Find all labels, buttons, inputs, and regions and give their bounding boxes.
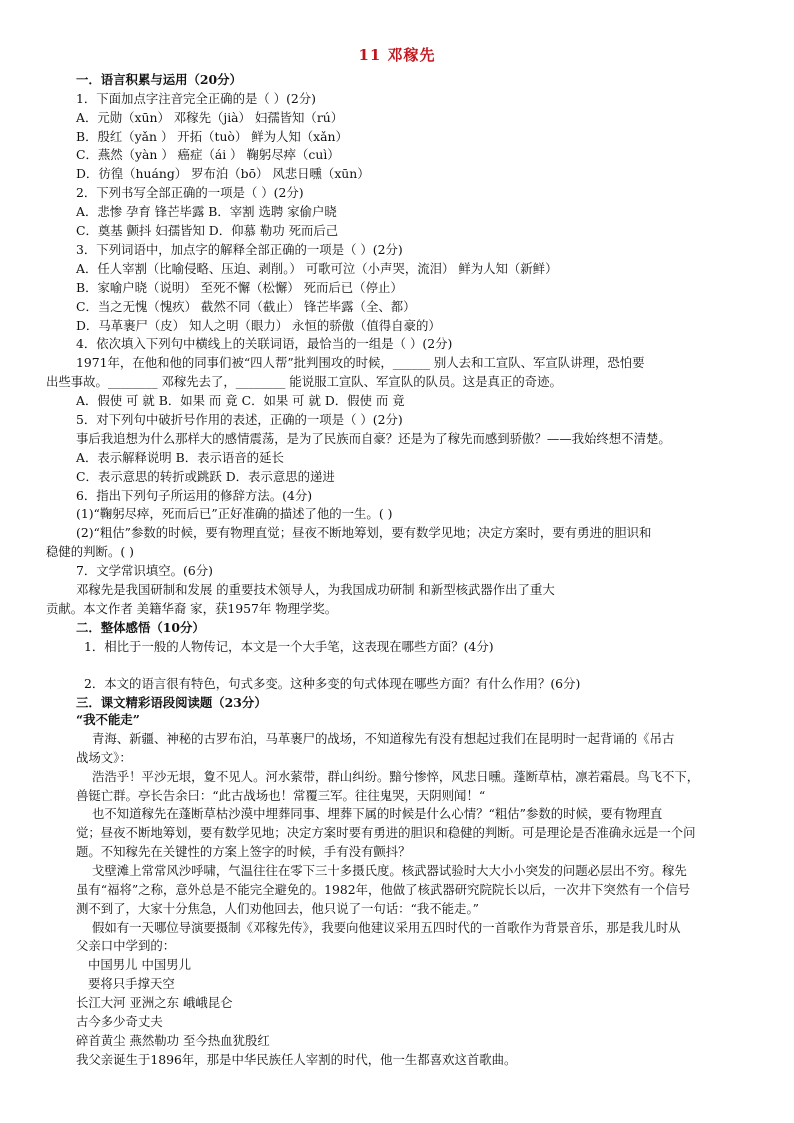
section-heading: 二．整体感悟（10分）: [76, 620, 205, 635]
text-line: 要将只手撑天空: [88, 976, 175, 991]
text-line: (2)“粗估”参数的时候，要有物理直觉；昼夜不断地筹划，要有数学见地；决定方案时，要有勇进的胆识和: [76, 525, 652, 540]
section-heading: 三．课文精彩语段阅读题（23分）: [76, 695, 267, 710]
text-line: A．元勋（xūn） 邓稼先（jià） 妇孺皆知（rú）: [76, 110, 344, 125]
text-line: 兽铤亡群。亭长告余曰：“此古战场也！常覆三军。往往鬼哭，天阴则闻！“: [76, 788, 486, 803]
text-line: 邓稼先是我国研制和发展 的重要技术领导人，为我国成功研制 和新型核武器作出了重大: [76, 582, 555, 597]
text-line: 碎首黄尘 燕然勒功 至今热血犹殷红: [76, 1033, 270, 1048]
text-line: A．假使 可 就 B．如果 而 竟 C．如果 可 就 D．假使 而 竟: [76, 393, 405, 408]
text-line: 父亲口中学到的：: [76, 938, 176, 953]
text-line: 虽有“福将”之称，意外总是不能完全避免的。1982年，他做了核武器研究院院长以后，一次井下突然有一个信号: [76, 882, 691, 897]
text-line: A．表示解释说明 B．表示语音的延长: [76, 450, 284, 465]
text-line: A．悲惨 孕育 锋芒毕露 B．宰割 选聘 家偷户晓: [76, 204, 337, 219]
text-line: 7．文学常识填空。(6分): [76, 563, 213, 578]
text-line: D．彷徨（huáng） 罗布泊（bō） 风悲日曛（xūn）: [76, 166, 370, 181]
text-line: 2．本文的语言很有特色，句式多变。这种多变的句式体现在哪些方面？有什么作用？(6分): [84, 676, 581, 691]
text-line: 也不知道稼先在蓬断草枯沙漠中埋葬同事、埋葬下属的时候是什么心情？“粗估”参数的时候，要有物理直: [92, 806, 663, 821]
text-line: B．殷红（yǎn ） 开拓（tuò） 鲜为人知（xǎn）: [76, 129, 348, 144]
text-line: 6．指出下列句子所运用的修辞方法。(4分): [76, 488, 313, 503]
text-line: 稳健的判断。( ): [46, 544, 134, 559]
text-line: 出些事故。________ 邓稼先去了，________ 能说服工宣队、军宣队的队员。这是真正的奇迹。: [46, 374, 562, 389]
text-line: 长江大河 亚洲之东 峨峨昆仑: [76, 995, 233, 1010]
text-line: 贡献。本文作者 美籍华裔 家，获1957年 物理学奖。: [46, 601, 338, 616]
text-line: 测不到了，大家十分焦急，人们劝他回去，他只说了一句话：“我不能走。”: [76, 901, 479, 916]
text-line: 题。不知稼先在关键性的方案上签字的时候，手有没有颤抖？: [76, 844, 411, 859]
text-line: C．奠基 颤抖 妇孺皆知 D．仰慕 勒功 死而后己: [76, 223, 339, 238]
text-line: 浩浩乎！平沙无垠，夐不见人。河水萦带，群山纠纷。黯兮惨悴，风悲日曛。蓬断草枯，凛若霜晨。鸟飞不下，: [92, 769, 700, 784]
text-line: 事后我追想为什么那样大的感情震荡，是为了民族而自豪？还是为了稼先而感到骄傲？——我始终想不清楚。: [76, 431, 671, 446]
text-line: B．家喻户晓（说明） 至死不懈（松懈） 死而后已（停止）: [76, 280, 403, 295]
text-line: 1971年，在他和他的同事们被“四人帮”批判围攻的时候，______ 别人去和工宣队、军宣队讲理，恐怕要: [76, 355, 645, 370]
text-line: 2．下列书写全部正确的一项是（ ）(2分): [76, 185, 304, 200]
text-line: 3．下列词语中，加点字的解释全部正确的一项是（ ）(2分): [76, 242, 403, 257]
page-title: 11 邓稼先: [358, 46, 436, 64]
text-line: 战场文》：: [76, 750, 132, 765]
text-line: (1)“鞠躬尽瘁，死而后已”正好准确的描述了他的一生。( ): [76, 506, 393, 521]
text-line: A．任人宰割（比喻侵略、压迫、剥削。） 可歌可泣（小声哭，流泪） 鲜为人知（新鲜）: [76, 261, 558, 276]
text-line: C．燕然（yàn ） 癌症（ái ） 鞠躬尽瘁（cuì）: [76, 147, 340, 162]
text-line: 5．对下列句中破折号作用的表述，正确的一项是（ ）(2分): [76, 412, 403, 427]
text-line: 4．依次填入下列句中横线上的关联词语，最恰当的一组是（ ）(2分): [76, 336, 453, 351]
text-line: 假如有一天哪位导演要摄制《邓稼先传》，我要向他建议采用五四时代的一首歌作为背景音乐，那是我儿时从: [92, 920, 681, 935]
section-heading: “我不能走”: [76, 712, 140, 727]
text-line: C．表示意思的转折或跳跃 D．表示意思的递进: [76, 469, 335, 484]
section-heading: 一．语言积累与运用（20分）: [76, 72, 242, 87]
text-line: 我父亲诞生于1896年，那是中华民族任人宰割的时代，他一生都喜欢这首歌曲。: [76, 1052, 517, 1067]
text-line: 1．相比于一般的人物传记，本文是一个大手笔，这表现在哪些方面？(4分): [84, 639, 494, 654]
text-line: D．马革裹尸（皮） 知人之明（眼力） 永恒的骄傲（值得自豪的）: [76, 318, 441, 333]
text-line: 1．下面加点字注音完全正确的是（ ）(2分): [76, 91, 317, 106]
text-line: 觉；昼夜不断地筹划，要有数学见地；决定方案时要有勇进的胆识和稳健的判断。可是理论是否准确永远是一个问: [76, 825, 696, 840]
text-line: 古今多少奇丈夫: [76, 1014, 163, 1029]
text-line: 戈壁滩上常常风沙呼啸，气温往往在零下三十多摄氏度。核武器试验时大大小小突发的问题必层出不穷。稼先: [92, 863, 687, 878]
text-line: C．当之无愧（愧疚） 截然不同（截止） 锋芒毕露（全、都）: [76, 299, 416, 314]
text-line: 青海、新疆、神秘的古罗布泊，马革裹尸的战场，不知道稼先有没有想起过我们在昆明时一起背诵的《吊古: [92, 731, 675, 746]
text-line: 中国男儿 中国男儿: [88, 957, 192, 972]
